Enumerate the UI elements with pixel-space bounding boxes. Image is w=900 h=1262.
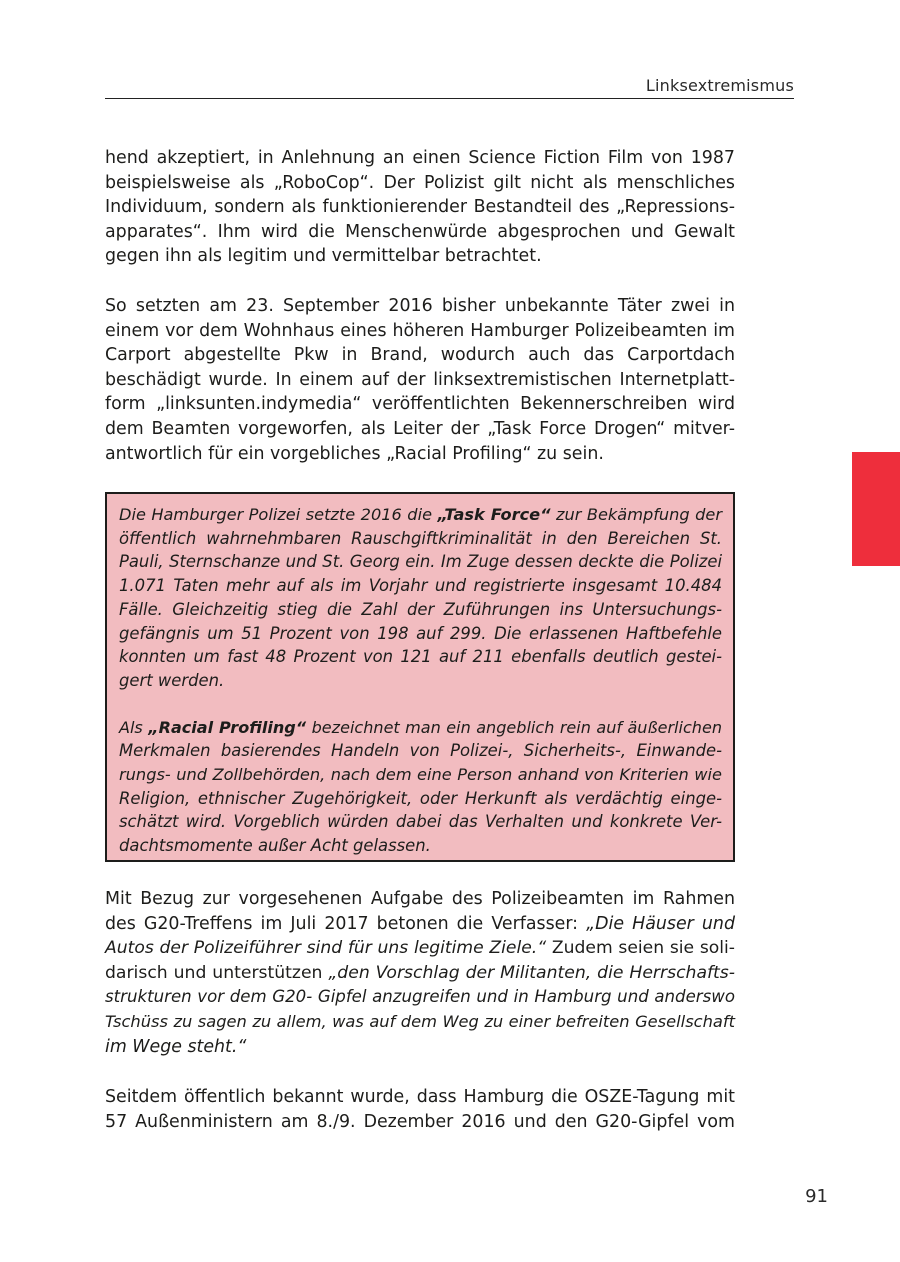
info-box-line: konnten um fast 48 Prozent von 121 auf 211 ebenfalls deutlich gestei-: [119, 647, 722, 667]
info-text: Die Hamburger Polizei setzte 2016 die: [119, 505, 438, 524]
plain-text: Zudem seien sie soli-: [546, 938, 735, 959]
chapter-tab-marker: [852, 452, 900, 566]
info-box-content: [119, 503, 722, 858]
info-box-line: 1.071 Taten mehr auf als im Vorjahr und registrierte insgesamt 10.484: [119, 576, 722, 596]
paragraph-line: So setzten am 23. September 2016 bisher unbekannte Täter zwei in: [105, 296, 735, 316]
paragraph-line: Seitdem öffentlich bekannt wurde, dass Hamburg die OSZE-Tagung mit: [105, 1087, 735, 1107]
quote-text: Autos der Polizeiführer sind für uns legitime Ziele.“: [105, 938, 547, 959]
paragraph-line: Tschüss zu sagen zu allem, was auf dem Weg zu einer befreiten Gesellschaft: [105, 1011, 735, 1031]
paragraph-line: beispielsweise als „RoboCop“. Der Polizist gilt nicht als menschliches: [105, 172, 735, 193]
info-box-line: öffentlich wahrnehmbaren Rauschgiftkriminalität in den Bereichen St.: [119, 528, 722, 548]
paragraph-line: strukturen vor dem G20- Gipfel anzugreifen und in Hamburg und anderswo: [105, 987, 735, 1007]
info-box-line: schätzt wird. Vorgeblich würden dabei das Verhalten und konkrete Ver-: [119, 812, 722, 832]
paragraph-1: [105, 146, 735, 269]
paragraph-line: einem vor dem Wohnhaus eines höheren Hamburger Polizeibeamten im: [105, 320, 735, 341]
paragraph-line: im Wege steht.“: [105, 1036, 247, 1057]
paragraph-line: form „linksunten.indymedia“ veröffentlichten Bekennerschreiben wird: [105, 394, 735, 415]
info-box-line: [119, 503, 722, 527]
paragraph-line: antwortlich für ein vorgebliches „Racial Profiling“ zu sein.: [105, 443, 604, 464]
term-task-force: „Task Force“: [437, 505, 551, 524]
info-text: Als: [119, 717, 149, 737]
info-box-line: Merkmalen basierendes Handeln von Polizei-, Sicherheits-, Einwande-: [119, 741, 722, 761]
paragraph-gap: [119, 693, 722, 716]
term-racial-profiling: „Racial Profiling“: [148, 717, 307, 737]
info-box-line: Fälle. Gleichzeitig stieg die Zahl der Zuführungen ins Untersuchungs-: [119, 599, 722, 619]
info-text: bezeichnet man ein angeblich rein auf äußerlichen: [306, 717, 722, 737]
paragraph-3: [105, 887, 735, 1059]
info-box-line: gert werden.: [119, 670, 225, 690]
info-box-line: Religion, ethnischer Zugehörigkeit, oder Herkunft als verdächtig einge-: [119, 788, 722, 808]
paragraph-4: [105, 1085, 735, 1134]
paragraph-line: beschädigt wurde. In einem auf der linksextremistischen Internetplatt-: [105, 369, 735, 390]
info-text: zur Bekämpfung der: [550, 505, 722, 524]
paragraph-line: dem Beamten vorgeworfen, als Leiter der „Task Force Drogen“ mitver-: [105, 418, 735, 439]
paragraph-line: apparates“. Ihm wird die Menschenwürde abgesprochen und Gewalt: [105, 221, 735, 242]
info-box-line: Pauli, Sternschanze und St. Georg ein. Im Zuge dessen deckte die Polizei: [119, 552, 722, 572]
info-box-line: gefängnis um 51 Prozent von 198 auf 299. Die erlassenen Haftbefehle: [119, 623, 722, 643]
paragraph-line: gegen ihn als legitim und vermittelbar betrachtet.: [105, 246, 542, 267]
header-rule: [105, 98, 794, 99]
info-box-line: dachtsmomente außer Acht gelassen.: [119, 836, 431, 856]
paragraph-line: Mit Bezug zur vorgesehenen Aufgabe des Polizeibeamten im Rahmen: [105, 889, 735, 909]
info-box-line: rungs- und Zollbehörden, nach dem eine Person anhand von Kriterien wie: [119, 765, 722, 785]
paragraph-line: [105, 961, 735, 986]
info-box-line: [119, 716, 722, 740]
running-header: Linksextremismus: [645, 76, 794, 95]
plain-text: des G20-Treffens im Juli 2017 betonen die Verfasser:: [105, 913, 587, 934]
paragraph-line: [105, 936, 735, 961]
plain-text: darisch und unterstützen: [105, 962, 329, 983]
page-number: 91: [805, 1186, 828, 1207]
paragraph-line: 57 Außenministern am 8./9. Dezember 2016 und den G20-Gipfel vom: [105, 1111, 735, 1132]
quote-text: „Die Häuser und: [586, 913, 735, 934]
paragraph-line: Carport abgestellte Pkw in Brand, wodurch auch das Carportdach: [105, 345, 735, 366]
paragraph-2: [105, 294, 735, 466]
paragraph-line: Individuum, sondern als funktionierender Bestandteil des „Repressions-: [105, 197, 735, 218]
paragraph-line: hend akzeptiert, in Anlehnung an einen Science Fiction Film von 1987: [105, 148, 735, 168]
info-box: [105, 492, 735, 862]
paragraph-line: [105, 912, 735, 937]
quote-text: „den Vorschlag der Militanten, die Herrschafts-: [328, 962, 735, 983]
